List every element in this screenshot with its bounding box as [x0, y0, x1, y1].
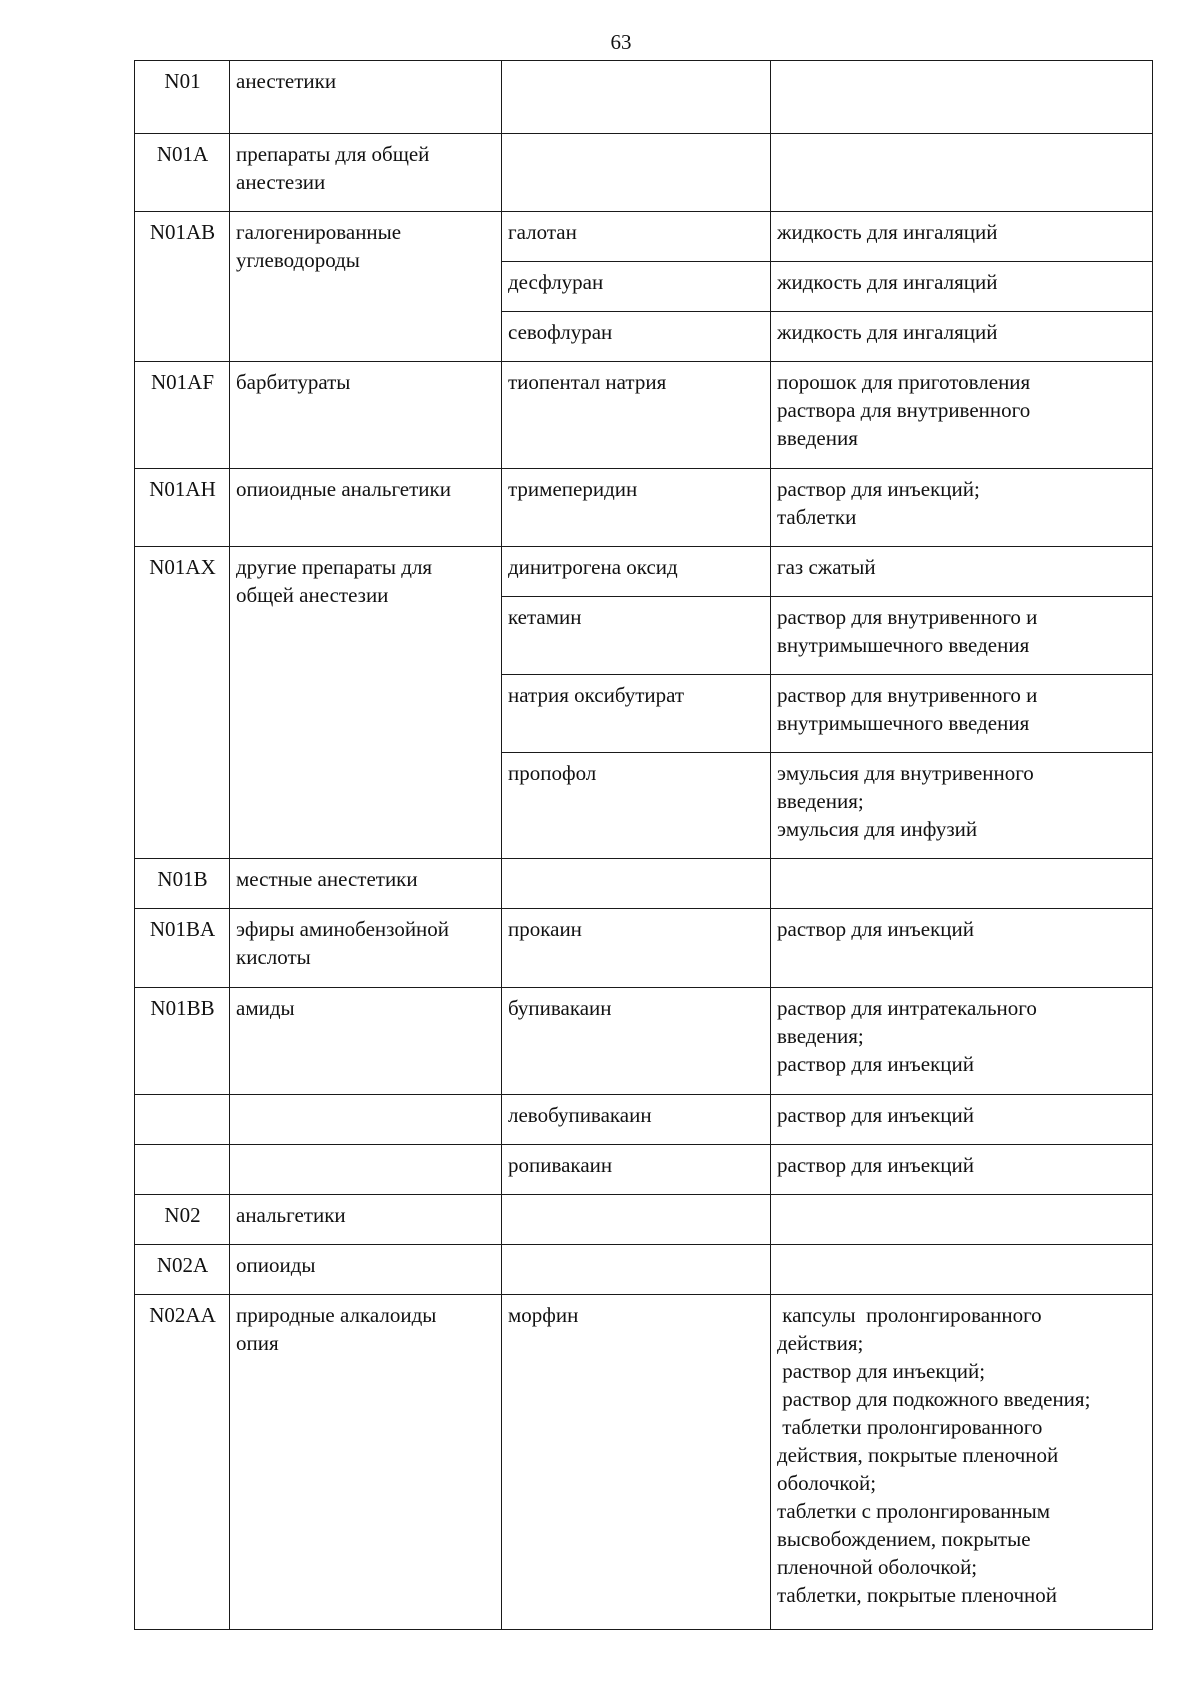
dosage-form-line: раствор для подкожного введения;: [777, 1387, 1091, 1411]
dosage-form: раствор для внутривенного и внутримышечного введения: [771, 675, 1153, 753]
atc-code: N01AF: [135, 362, 230, 469]
atc-code: N01A: [135, 134, 230, 212]
atc-code: N01BA: [135, 909, 230, 988]
drug-name: бупивакаин: [502, 988, 771, 1095]
dosage-form: газ сжатый: [771, 547, 1153, 597]
table-row: [135, 859, 1153, 909]
drug-name: ропивакаин: [502, 1145, 771, 1195]
group-name: [230, 1095, 502, 1145]
group-name: природные алкалоиды опия: [230, 1295, 502, 1630]
dosage-form-list: [777, 1301, 1147, 1609]
dosage-form-line: таблетки, покрытые пленочной: [777, 1583, 1058, 1607]
dosage-form-line: высвобождением, покрытые: [777, 1527, 1031, 1551]
table-row: [135, 362, 1153, 469]
drug-name: [502, 1195, 771, 1245]
dosage-form: раствор для инъекций: [771, 1145, 1153, 1195]
table-row: [135, 1195, 1153, 1245]
group-name: опиоидные анальгетики: [230, 469, 502, 547]
table-row: [135, 1295, 1153, 1630]
dosage-form-line: таблетки с пролонгированным: [777, 1499, 1051, 1523]
table-row: [135, 1095, 1153, 1145]
dosage-form: жидкость для ингаляций: [771, 262, 1153, 312]
drug-name: [502, 134, 771, 212]
dosage-form: [771, 61, 1153, 134]
drug-name: галотан: [502, 212, 771, 262]
atc-code: N02: [135, 1195, 230, 1245]
atc-code: N02A: [135, 1245, 230, 1295]
table-row: [135, 1245, 1153, 1295]
drug-name: морфин: [502, 1295, 771, 1630]
table-row: [135, 212, 1153, 262]
drug-name: динитрогена оксид: [502, 547, 771, 597]
dosage-form-line: оболочкой;: [777, 1471, 877, 1495]
drug-name: пропофол: [502, 753, 771, 859]
table-row: [135, 547, 1153, 597]
group-name: галогенированные углеводороды: [230, 212, 502, 362]
group-name: местные анестетики: [230, 859, 502, 909]
dosage-form-line: действия, покрытые пленочной: [777, 1443, 1059, 1467]
atc-code: [135, 1095, 230, 1145]
dosage-form: жидкость для ингаляций: [771, 212, 1153, 262]
group-name: опиоиды: [230, 1245, 502, 1295]
atc-code: N01AX: [135, 547, 230, 859]
page-number: 63: [610, 30, 632, 54]
drug-name: десфлуран: [502, 262, 771, 312]
group-name: другие препараты для общей анестезии: [230, 547, 502, 859]
atc-code: [135, 1145, 230, 1195]
drug-name: [502, 859, 771, 909]
group-name: анестетики: [230, 61, 502, 134]
dosage-form-line: пленочной оболочкой;: [777, 1555, 978, 1579]
drug-name: [502, 61, 771, 134]
dosage-form-line: капсулы пролонгированного: [777, 1303, 1042, 1327]
group-name: препараты для общей анестезии: [230, 134, 502, 212]
atc-code: N01AB: [135, 212, 230, 362]
dosage-form: раствор для инъекций: [771, 909, 1153, 988]
drug-name: левобупивакаин: [502, 1095, 771, 1145]
dosage-form-line: таблетки пролонгированного: [777, 1415, 1043, 1439]
atc-code: N01: [135, 61, 230, 134]
group-name: анальгетики: [230, 1195, 502, 1245]
group-name: эфиры аминобензойной кислоты: [230, 909, 502, 988]
dosage-form-line: раствор для инъекций;: [777, 1359, 986, 1383]
drug-name: кетамин: [502, 597, 771, 675]
atc-code: N02AA: [135, 1295, 230, 1630]
drug-name: севофлуран: [502, 312, 771, 362]
dosage-form: раствор для инъекций: [771, 1095, 1153, 1145]
dosage-form: раствор для инъекций; таблетки: [771, 469, 1153, 547]
table-row: [135, 909, 1153, 988]
table-row: [135, 469, 1153, 547]
atc-code: N01BB: [135, 988, 230, 1095]
drug-list-table: [134, 60, 1153, 1630]
dosage-form-line: действия;: [777, 1331, 864, 1355]
drug-name: тримеперидин: [502, 469, 771, 547]
dosage-form: [771, 1295, 1153, 1630]
dosage-form: [771, 1245, 1153, 1295]
table-row: [135, 134, 1153, 212]
dosage-form: [771, 1195, 1153, 1245]
drug-name: натрия оксибутират: [502, 675, 771, 753]
dosage-form: жидкость для ингаляций: [771, 312, 1153, 362]
table-row: [135, 988, 1153, 1095]
atc-code: N01AH: [135, 469, 230, 547]
table-row: [135, 1145, 1153, 1195]
dosage-form: [771, 134, 1153, 212]
group-name: амиды: [230, 988, 502, 1095]
drug-name: [502, 1245, 771, 1295]
group-name: [230, 1145, 502, 1195]
dosage-form: эмульсия для внутривенного введения; эмульсия для инфузий: [771, 753, 1153, 859]
drug-name: прокаин: [502, 909, 771, 988]
group-name: барбитураты: [230, 362, 502, 469]
table-row: [135, 61, 1153, 134]
dosage-form: [771, 859, 1153, 909]
drug-name: тиопентал натрия: [502, 362, 771, 469]
dosage-form: раствор для интратекального введения; раствор для инъекций: [771, 988, 1153, 1095]
dosage-form: порошок для приготовления раствора для внутривенного введения: [771, 362, 1153, 469]
atc-code: N01B: [135, 859, 230, 909]
dosage-form: раствор для внутривенного и внутримышечного введения: [771, 597, 1153, 675]
